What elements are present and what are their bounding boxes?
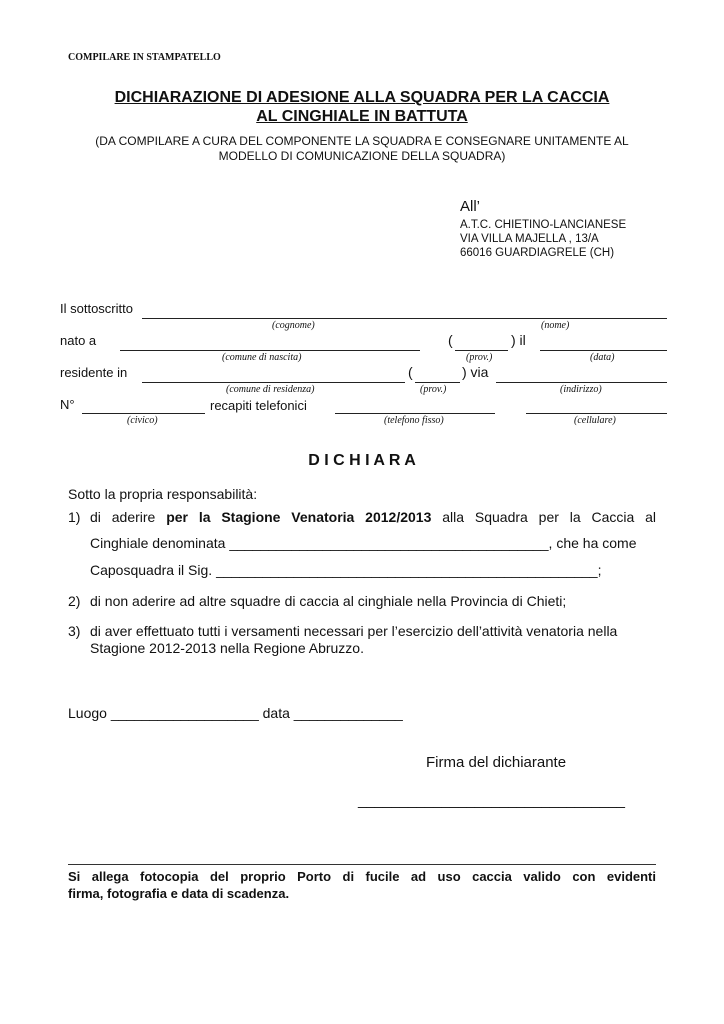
footer-line-1: Si allega fotocopia del proprio Porto di fucile ad uso caccia valido con evidenti — [68, 869, 656, 884]
sottoscritto-field[interactable] — [142, 318, 667, 319]
hint-indirizzo: (indirizzo) — [560, 384, 602, 395]
subtitle-line-2: MODELLO DI COMUNICAZIONE DELLA SQUADRA) — [218, 149, 506, 163]
place-date-line[interactable]: Luogo ___________________ data ______________ — [68, 705, 403, 721]
civico-field[interactable] — [82, 413, 205, 414]
label-recapiti: recapiti telefonici — [210, 398, 307, 413]
label-numero: N° — [60, 397, 75, 412]
recipient-name: A.T.C. CHIETINO-LANCIANESE — [460, 219, 627, 231]
hint-prov-2: (prov.) — [420, 384, 447, 395]
hint-comune-nascita: (comune di nascita) — [222, 352, 302, 363]
signature-label: Firma del dichiarante — [426, 754, 567, 771]
item-3-text — [90, 623, 617, 657]
label-nato-a: nato a — [60, 333, 97, 348]
item-1-text-a: di aderire — [90, 509, 156, 525]
recipient-address — [460, 218, 626, 260]
document-subtitle — [0, 134, 724, 164]
signature-line[interactable]: ________________________________ — [358, 792, 625, 809]
footer-line-2: firma, fotografia e data di scadenza. — [68, 886, 290, 901]
telefono-fisso-field[interactable] — [335, 413, 495, 414]
hint-cellulare: (cellulare) — [574, 415, 616, 426]
prov-residenza-field[interactable] — [415, 382, 460, 383]
dichiara-heading: D I C H I A R A — [308, 452, 416, 469]
cellulare-field[interactable] — [526, 413, 667, 414]
subtitle-line-1: (DA COMPILARE A CURA DEL COMPONENTE LA SQUADRA E CONSEGNARE UNITAMENTE AL — [95, 134, 629, 148]
label-sottoscritto: Il sottoscritto — [60, 301, 133, 316]
hint-comune-residenza: (comune di residenza) — [226, 384, 315, 395]
hint-telefono-fisso: (telefono fisso) — [384, 415, 444, 426]
hint-cognome: (cognome) — [272, 320, 315, 331]
item-1-line-2: Cinghiale denominata _________________________________________, che ha come — [90, 535, 637, 551]
title-line-1: DICHIARAZIONE DI ADESIONE ALLA SQUADRA PER LA CACCIA — [114, 89, 610, 106]
hint-nome: (nome) — [541, 320, 570, 331]
paren-open-2: ( — [408, 364, 413, 380]
item-3-number: 3) — [68, 623, 81, 639]
recipient-city: 66016 GUARDIAGRELE (CH) — [460, 247, 615, 259]
footer-note — [68, 868, 656, 902]
item-1-line-1 — [90, 509, 656, 525]
item-2-text: di non aderire ad altre squadre di caccia al cinghiale nella Provincia di Chieti; — [90, 593, 567, 609]
item-1-line-3: Caposquadra il Sig. _________________________________________________; — [90, 562, 602, 578]
label-residente: residente in — [60, 365, 128, 380]
hint-civico: (civico) — [127, 415, 158, 426]
paren-open-1: ( — [448, 332, 453, 348]
paren-close-il: ) il — [511, 332, 526, 348]
recipient-street: VIA VILLA MAJELLA , 13/A — [460, 233, 599, 245]
item-1-season: per la Stagione Venatoria 2012/2013 — [166, 509, 432, 525]
paren-close-via: ) via — [462, 364, 489, 380]
intro-text: Sotto la propria responsabilità: — [68, 486, 258, 502]
item-3-line-2: Stagione 2012-2013 nella Regione Abruzzo. — [90, 640, 364, 656]
footer-divider — [68, 864, 656, 865]
item-1-text-b: alla Squadra per la Caccia al — [442, 509, 657, 525]
prov-nascita-field[interactable] — [455, 350, 508, 351]
data-nascita-field[interactable] — [540, 350, 667, 351]
item-2-number: 2) — [68, 593, 81, 609]
recipient-to: All’ — [460, 198, 481, 215]
indirizzo-field[interactable] — [496, 382, 667, 383]
hint-prov-1: (prov.) — [466, 352, 493, 363]
header-note: COMPILARE IN STAMPATELLO — [68, 52, 221, 63]
hint-data: (data) — [590, 352, 615, 363]
item-3-line-1: di aver effettuato tutti i versamenti necessari per l’esercizio dell’attività venatoria nella — [90, 623, 618, 639]
document-title — [0, 88, 724, 126]
title-line-2: AL CINGHIALE IN BATTUTA — [256, 108, 468, 125]
item-1-number: 1) — [68, 509, 81, 525]
comune-nascita-field[interactable] — [120, 350, 420, 351]
comune-residenza-field[interactable] — [142, 382, 405, 383]
